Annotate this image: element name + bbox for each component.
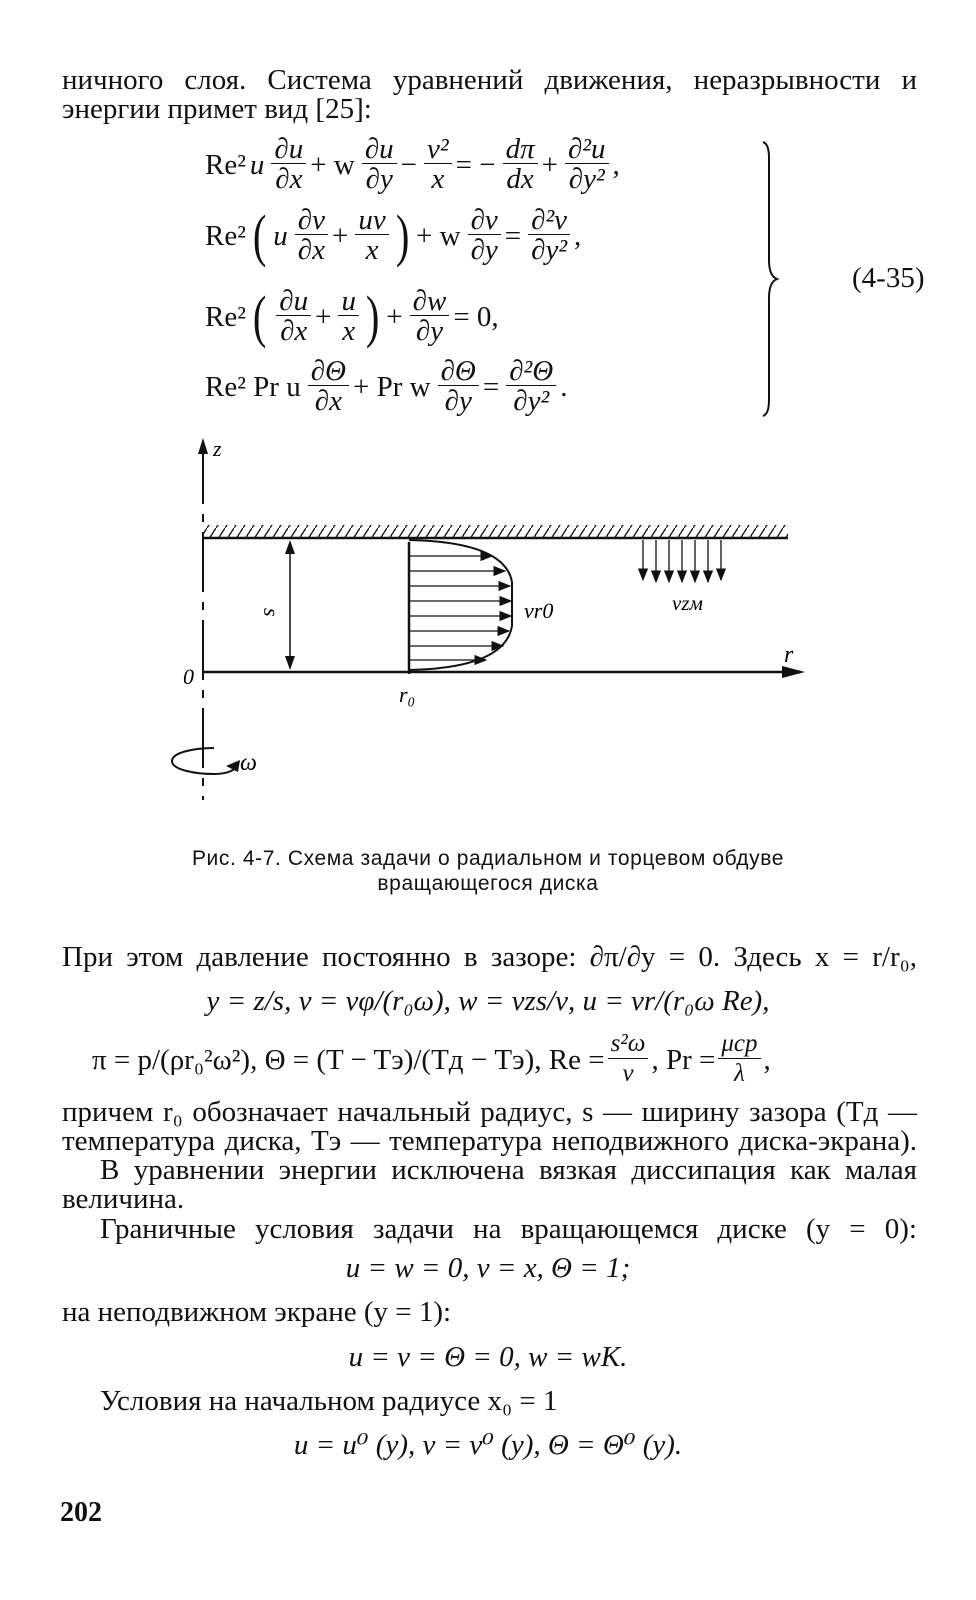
eq-term: + bbox=[386, 300, 403, 333]
paragraph-boundary-line: Граничные условия задачи на вращающемся диске (y = 0): bbox=[100, 1213, 917, 1245]
initial-condition: u = u⁰ (y), v = v⁰ (y), Θ = Θ⁰ (y). bbox=[293, 1429, 683, 1461]
eq-term: Re² Pr u bbox=[205, 370, 301, 403]
page-number: 202 bbox=[60, 1497, 102, 1528]
paragraph-dissipation-line-2: величина. bbox=[62, 1183, 185, 1215]
figure-caption-line-1: Рис. 4-7. Схема задачи о радиальном и торцевом обдуве bbox=[191, 847, 785, 870]
eq-term: . bbox=[560, 370, 568, 403]
definitions-end: , bbox=[763, 1043, 771, 1076]
eq-fraction: $\frac{\text{∂²Θ}}{\text{∂y²}}$ bbox=[506, 357, 556, 416]
boundary-condition-disk: u = w = 0, v = x, Θ = 1; bbox=[345, 1252, 631, 1284]
eq-term: , bbox=[612, 148, 620, 181]
rotation-arrow-icon bbox=[172, 748, 238, 774]
paren-left: ( bbox=[252, 283, 267, 349]
paragraph-dissipation-line-1: В уравнении энергии исключена вязкая диссипация как малая bbox=[100, 1154, 917, 1186]
prandtl-fraction: $\frac{\text{μcp}}{\lambda}$ bbox=[718, 1030, 760, 1089]
r-axis-label: r bbox=[784, 642, 794, 668]
eq-fraction: $\frac{\partial\Theta}{\partial x}$ bbox=[308, 357, 349, 416]
eq-term: + w bbox=[310, 148, 355, 181]
axial-velocity-arrows bbox=[643, 540, 721, 582]
inlet-radius-label: r₀ bbox=[399, 682, 416, 707]
right-brace bbox=[745, 140, 785, 418]
eq-term: Re² bbox=[205, 300, 246, 333]
velocity-profile bbox=[409, 540, 512, 670]
eq-term: u bbox=[273, 219, 288, 252]
intro-line-1: ничного слоя. Система уравнений движения, неразрывности и bbox=[62, 64, 917, 96]
eq-term: + bbox=[315, 300, 332, 333]
equation-continuity bbox=[205, 283, 503, 349]
eq-term: = bbox=[482, 370, 500, 403]
paren-right: ) bbox=[395, 202, 410, 268]
equation-momentum-v bbox=[205, 202, 585, 268]
figure-caption-line-2: вращающегося диска bbox=[377, 872, 599, 895]
paragraph-radius-line-2: температура диска, Tэ — температура неподвижного диска-экрана). bbox=[62, 1125, 917, 1157]
eq-term: Re² bbox=[205, 148, 246, 181]
eq-term: = − bbox=[455, 148, 496, 181]
intro-line-2: энергии примет вид [25]: bbox=[62, 93, 372, 125]
eq-fraction: $\frac{\partial u}{\partial y}$ bbox=[362, 135, 397, 194]
paragraph-pressure-line: При этом давление постоянно в зазоре: ∂π/∂y = 0. Здесь x = r/r₀, bbox=[62, 941, 917, 973]
eq-fraction: $\frac{d\pi}{dx}$ bbox=[503, 135, 538, 194]
eq-fraction: $\frac{\text{v²}}{x}$ bbox=[424, 135, 452, 194]
equation-momentum-u bbox=[205, 135, 624, 194]
figure-diagram bbox=[0, 430, 976, 830]
eq-term: + bbox=[541, 148, 558, 181]
boundary-condition-screen: u = v = Θ = 0, w = wK. bbox=[348, 1341, 628, 1373]
paragraph-initial-line: Условия на начальном радиусе x₀ = 1 bbox=[100, 1385, 558, 1417]
angular-velocity-label: ω bbox=[240, 750, 257, 776]
eq-term: Re² bbox=[205, 219, 246, 252]
paragraph-screen-line: на неподвижном экране (y = 1): bbox=[62, 1296, 452, 1328]
eq-fraction: $\frac{\partial v}{\partial x}$ bbox=[295, 206, 328, 265]
eq-fraction: $\frac{\partial w}{\partial y}$ bbox=[410, 287, 450, 346]
reynolds-fraction: $\frac{\text{s²ω}}{\nu}$ bbox=[608, 1030, 649, 1089]
equation-energy bbox=[205, 357, 571, 416]
stationary-wall-hatch bbox=[203, 525, 788, 538]
eq-term: + Pr w bbox=[352, 370, 431, 403]
definitions-text: π = p/(ρr₀²ω²), Θ = (T − Tэ)/(Tд − Tэ), Re = bbox=[92, 1043, 605, 1076]
eq-fraction: $\frac{\text{∂²v}}{\text{∂y²}}$ bbox=[528, 206, 570, 265]
eq-fraction: $\frac{\text{∂²u}}{\text{∂y²}}$ bbox=[565, 135, 609, 194]
eq-fraction: $\frac{\partial u}{\partial x}$ bbox=[276, 287, 311, 346]
paren-right: ) bbox=[365, 283, 380, 349]
eq-fraction: $\frac{u}{x}$ bbox=[338, 287, 359, 346]
eq-fraction: $\frac{\partial u}{\partial x}$ bbox=[271, 135, 306, 194]
eq-fraction: $\frac{uv}{x}$ bbox=[355, 206, 388, 265]
eq-fraction: $\frac{\partial v}{\partial y}$ bbox=[468, 206, 501, 265]
z-axis-arrowhead bbox=[198, 438, 208, 454]
eq-term: = 0, bbox=[453, 300, 499, 333]
paragraph-radius-line-1: причем r₀ обозначает начальный радиус, s — ширину зазора (Tд — bbox=[62, 1096, 917, 1128]
gap-label: s bbox=[259, 608, 284, 617]
eq-term: + w bbox=[416, 219, 461, 252]
eq-term: , bbox=[574, 219, 582, 252]
radial-velocity-arrows bbox=[409, 556, 511, 660]
eq-term: = bbox=[504, 219, 522, 252]
eq-term: − bbox=[400, 148, 418, 181]
z-axis-label: z bbox=[213, 436, 222, 461]
equation-number: (4-35) bbox=[852, 262, 925, 294]
axial-velocity-label: vzм bbox=[672, 591, 703, 615]
eq-fraction: $\frac{\partial\Theta}{\partial y}$ bbox=[438, 357, 479, 416]
definitions-line-2 bbox=[92, 1030, 771, 1089]
eq-term: u bbox=[249, 148, 265, 181]
origin-label: 0 bbox=[183, 664, 194, 689]
radial-velocity-label: vr0 bbox=[524, 598, 554, 623]
paren-left: ( bbox=[252, 202, 267, 268]
eq-term: + bbox=[331, 219, 349, 252]
definitions-line-1: y = z/s, v = vφ/(r₀ω), w = vzs/ν, u = vr/(r₀ω Re), bbox=[206, 985, 770, 1017]
prandtl-label: , Pr = bbox=[651, 1043, 716, 1076]
